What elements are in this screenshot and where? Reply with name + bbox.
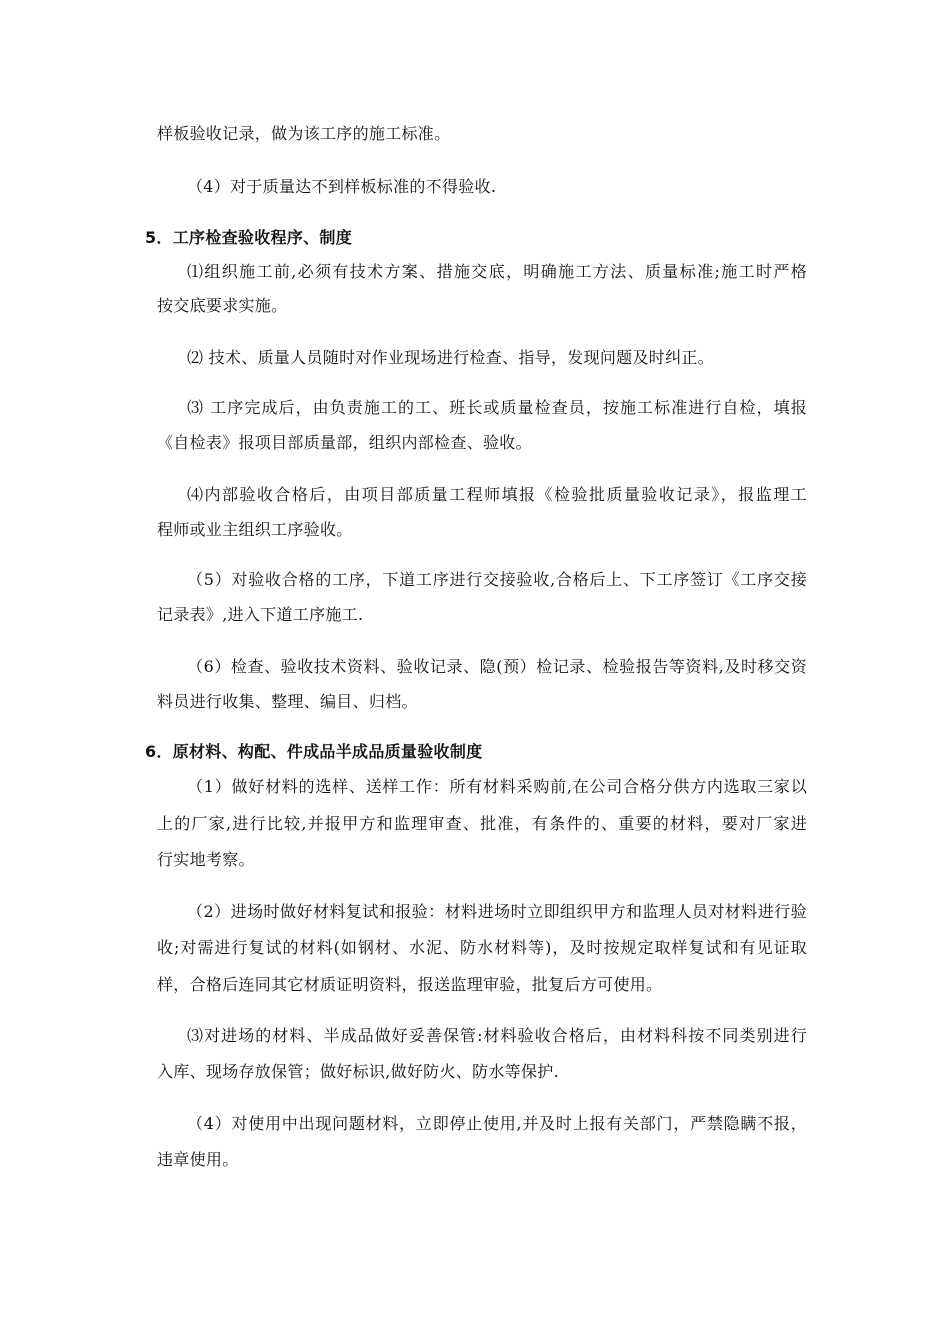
paragraph-line: 样板验收记录，做为该工序的施工标准。	[157, 124, 451, 143]
paragraph-line: 《自检表》报项目部质量部，组织内部检查、验收。	[157, 433, 532, 452]
paragraph-line: （5）对验收合格的工序，下道工序进行交接验收,合格后上、下工序签订《工序交接	[187, 570, 807, 589]
paragraph-line: （4）对于质量达不到样板标准的不得验收.	[187, 177, 497, 196]
paragraph-line: ⑶ 工序完成后，由负责施工的工、班长或质量检查员，按施工标准进行自检，填报	[187, 398, 807, 417]
paragraph-line: 料员进行收集、整理、编目、归档。	[157, 692, 418, 711]
paragraph-line: ⑶对进场的材料、半成品做好妥善保管:材料验收合格后，由材料科按不同类别进行	[187, 1026, 807, 1045]
paragraph-line: 记录表》,进入下道工序施工.	[157, 605, 364, 624]
paragraph-line: 程师或业主组织工序验收。	[157, 520, 353, 539]
section-heading-6: 6．原材料、构配、件成品半成品质量验收制度	[145, 742, 483, 761]
paragraph-line: 样，合格后连同其它材质证明资料，报送监理审验，批复后方可使用。	[157, 975, 663, 994]
paragraph-line: 入库、现场存放保管；做好标识,做好防火、防水等保护.	[157, 1062, 559, 1081]
paragraph-line: （2）进场时做好材料复试和报验：材料进场时立即组织甲方和监理人员对材料进行验	[187, 902, 807, 921]
paragraph-line: 行实地考察。	[157, 850, 255, 869]
paragraph-line: ⑵ 技术、质量人员随时对作业现场进行检查、指导，发现问题及时纠正。	[187, 348, 714, 367]
section-heading-5: 5．工序检查验收程序、制度	[145, 228, 353, 247]
paragraph-line: ⑷内部验收合格后，由项目部质量工程师填报《检验批质量验收记录》，报监理工	[187, 485, 807, 504]
paragraph-line: 上的厂家,进行比较,并报甲方和监理审查、批准，有条件的、重要的材料，要对厂家进	[157, 814, 807, 833]
paragraph-line: ⑴组织施工前,必须有技术方案、措施交底，明确施工方法、质量标准;施工时严格	[187, 262, 807, 281]
paragraph-line: 收;对需进行复试的材料(如钢材、水泥、防水材料等)，及时按规定取样复试和有见证取	[157, 938, 807, 957]
paragraph-line: 按交底要求实施。	[157, 296, 288, 315]
paragraph-line: （4）对使用中出现问题材料，立即停止使用,并及时上报有关部门，严禁隐瞒不报，	[187, 1114, 807, 1133]
paragraph-line: （1）做好材料的选样、送样工作：所有材料采购前,在公司合格分供方内选取三家以	[187, 777, 807, 796]
paragraph-line: 违章使用。	[157, 1150, 239, 1169]
paragraph-line: （6）检查、验收技术资料、验收记录、隐(预）检记录、检验报告等资料,及时移交资	[187, 657, 807, 676]
